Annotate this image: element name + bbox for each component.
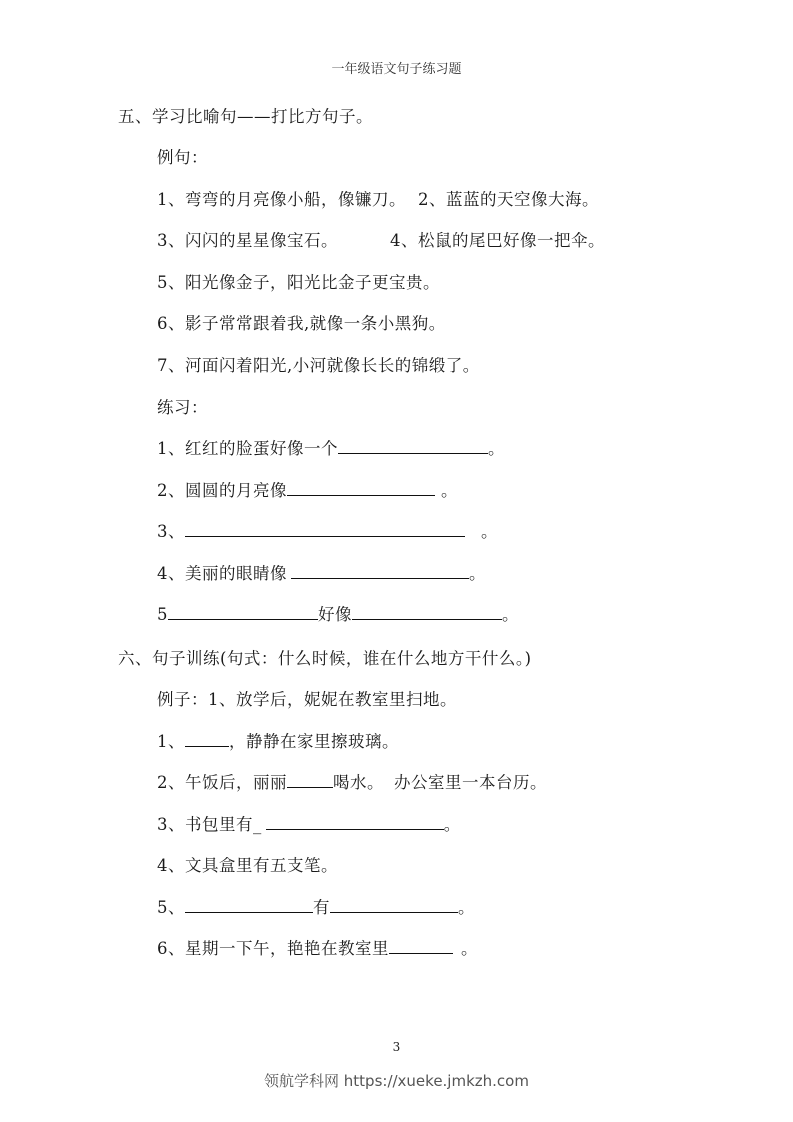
training-item-2 [157,772,547,794]
training-3-prefix: 3、书包里有_ [157,815,262,834]
training-item-6 [157,938,478,960]
training-6-suffix: 。 [461,939,478,958]
training-item-4: 4、文具盒里有五支笔。 [157,856,338,875]
example-1: 1、弯弯的月亮像小船，像镰刀。 [157,190,406,209]
answer-blank[interactable] [389,938,453,954]
page-number: 3 [392,1040,401,1054]
practice-3-suffix: 。 [481,522,498,541]
answer-blank[interactable] [185,521,465,537]
example-7: 7、河面闪着阳光,小河就像长长的锦缎了。 [157,356,480,375]
example-3: 3、闪闪的星星像宝石。 [157,231,338,250]
practice-label: 练习： [157,398,208,417]
example-row-2 [157,230,605,252]
answer-blank[interactable] [330,897,458,913]
training-item-3 [157,814,461,836]
section-6-heading: 六、句子训练(句式：什么时候，谁在什么地方干什么。) [118,649,532,668]
training-item-1 [157,731,399,753]
section-6-example: 例子：1、放学后，妮妮在教室里扫地。 [157,690,457,709]
page-header-title: 一年级语文句子练习题 [331,62,462,77]
answer-blank[interactable] [266,814,444,830]
practice-4-suffix: 。 [469,564,486,583]
training-2-suffix: 喝水。 [333,773,384,792]
training-6-prefix: 6、星期一下午，艳艳在教室里 [157,939,389,958]
answer-blank[interactable] [291,563,469,579]
practice-3-prefix: 3、 [157,522,185,541]
footer-watermark: 领航学科网 https://xueke.jmkzh.com [264,1072,529,1090]
practice-item-2 [157,480,458,502]
example-2: 2、蓝蓝的天空像大海。 [418,190,599,209]
practice-2-prefix: 2、圆圆的月亮像 [157,481,287,500]
practice-1-suffix: 。 [488,439,505,458]
practice-5-prefix: 5 [157,605,168,624]
answer-blank[interactable] [168,604,318,620]
practice-4-prefix: 4、美丽的眼睛像 [157,564,287,583]
training-5-prefix: 5、 [157,898,185,917]
training-2-extra: 办公室里一本台历。 [394,773,547,792]
training-item-5 [157,897,475,919]
training-3-suffix: 。 [443,815,461,834]
practice-5-middle: 好像 [318,605,352,624]
example-6: 6、影子常常跟着我,就像一条小黑狗。 [157,314,446,333]
practice-1-prefix: 1、红红的脸蛋好像一个 [157,439,338,458]
training-2-prefix: 2、午饭后，丽丽 [157,773,287,792]
section-5-heading: 五、学习比喻句——打比方句子。 [118,107,373,126]
training-5-suffix: 。 [458,898,475,917]
practice-2-suffix: 。 [441,481,458,500]
practice-item-3 [157,521,498,543]
example-5: 5、阳光像金子，阳光比金子更宝贵。 [157,273,440,292]
example-row-1 [157,189,599,211]
training-1-suffix: ，静静在家里擦玻璃。 [229,732,399,751]
example-4: 4、松鼠的尾巴好像一把伞。 [390,231,605,250]
practice-item-4 [157,563,486,585]
practice-item-5 [157,604,519,626]
answer-blank[interactable] [185,897,313,913]
answer-blank[interactable] [338,438,488,454]
training-1-prefix: 1、 [157,732,185,751]
answer-blank[interactable] [185,731,229,747]
answer-blank[interactable] [287,772,333,788]
practice-5-suffix: 。 [502,605,519,624]
training-5-middle: 有 [313,898,330,917]
answer-blank[interactable] [287,480,435,496]
practice-item-1 [157,438,505,460]
examples-label: 例句： [157,148,208,167]
answer-blank[interactable] [352,604,502,620]
